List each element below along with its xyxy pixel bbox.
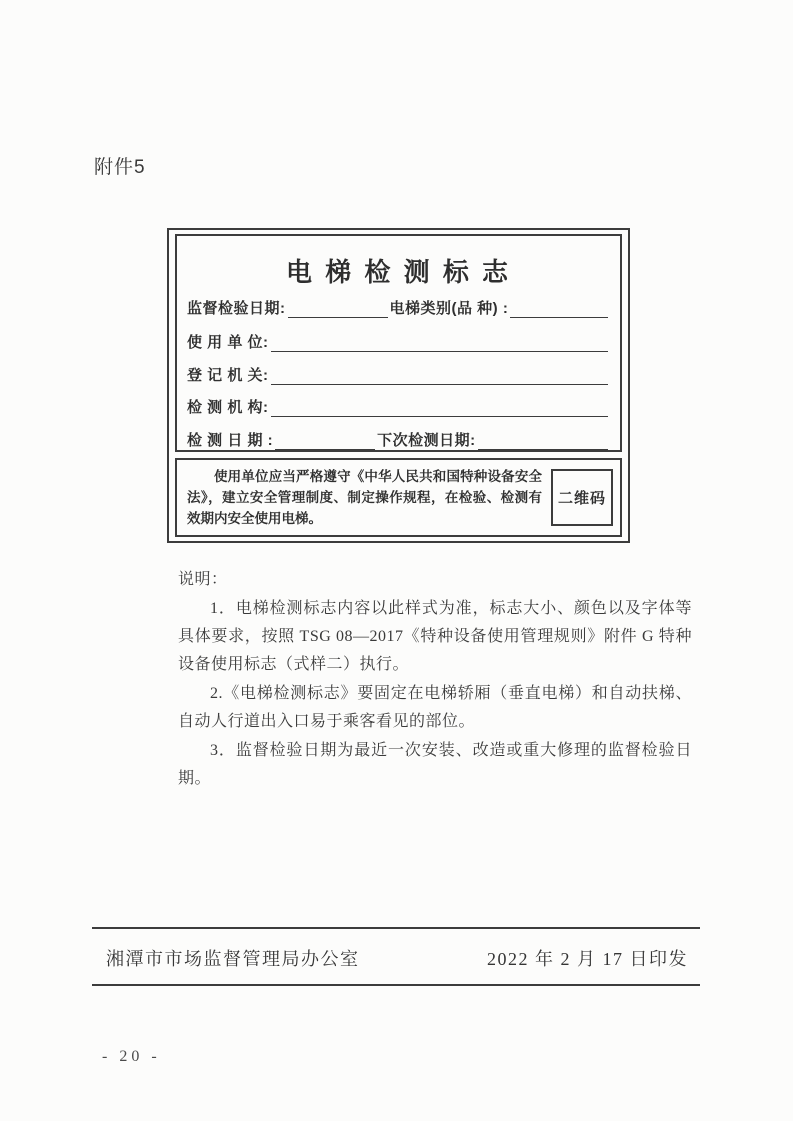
note-item-1: 1．电梯检测标志内容以此样式为准，标志大小、颜色以及字体等具体要求，按照 TSG 08—2017《特种设备使用管理规则》附件 G 特种设备使用标志（式样二）执行。 (178, 600, 692, 673)
note-item-2: 2.《电梯检测标志》要固定在电梯轿厢（垂直电梯）和自动扶梯、自动人行道出入口易于乘客看见的部位。 (178, 685, 692, 730)
notice-box (175, 458, 622, 537)
inspection-form-box (175, 234, 622, 452)
colophon (92, 944, 700, 972)
notice-text: 使用单位应当严格遵守《中华人民共和国特种设备安全法》，建立安全管理制度、制定操作规程，在检验、检测有效期内安全使用电梯。 (187, 468, 542, 527)
field-label-next-inspection-date: 下次检测日期: (377, 432, 476, 449)
form-row-registration-authority (187, 363, 608, 387)
form-row-using-unit (187, 330, 608, 354)
field-underline (275, 432, 375, 450)
field-label-registration-authority: 登 记 机 关: (187, 367, 269, 384)
field-label-supervision-inspection-date: 监督检验日期: (187, 300, 286, 317)
form-row-supervision-date (187, 296, 608, 320)
field-underline (271, 367, 609, 385)
field-underline (271, 334, 609, 352)
card-title: 电 梯 检 测 标 志 (285, 257, 512, 287)
form-row-inspection-date (187, 428, 608, 452)
print-date: 2022 年 2 月 17 日印发 (487, 949, 688, 969)
note-item-3: 3．监督检验日期为最近一次安装、改造或重大修理的监督检验日期。 (178, 742, 692, 787)
field-label-inspection-date: 检 测 日 期 : (187, 432, 274, 449)
footer-rule-top (92, 927, 700, 929)
field-underline (478, 432, 608, 450)
issuing-office: 湘潭市市场监督管理局办公室 (106, 949, 360, 969)
field-label-elevator-category: 电梯类别(品 种) : (389, 300, 509, 317)
field-underline (288, 300, 388, 318)
form-row-inspection-body (187, 395, 608, 419)
qr-code-placeholder (551, 469, 613, 526)
page-number: - 20 - (102, 1048, 161, 1065)
field-label-inspection-body: 检 测 机 构: (187, 399, 269, 416)
qr-code-label: 二维码 (557, 490, 606, 507)
notes-section (178, 566, 692, 793)
attachment-label: 附件5 (94, 157, 146, 178)
field-underline (271, 399, 609, 417)
notes-heading: 说明： (178, 571, 228, 588)
footer-rule-bottom (92, 984, 700, 986)
elevator-inspection-mark-card (167, 228, 630, 543)
field-underline (510, 300, 608, 318)
field-label-using-unit: 使 用 单 位: (187, 334, 269, 351)
